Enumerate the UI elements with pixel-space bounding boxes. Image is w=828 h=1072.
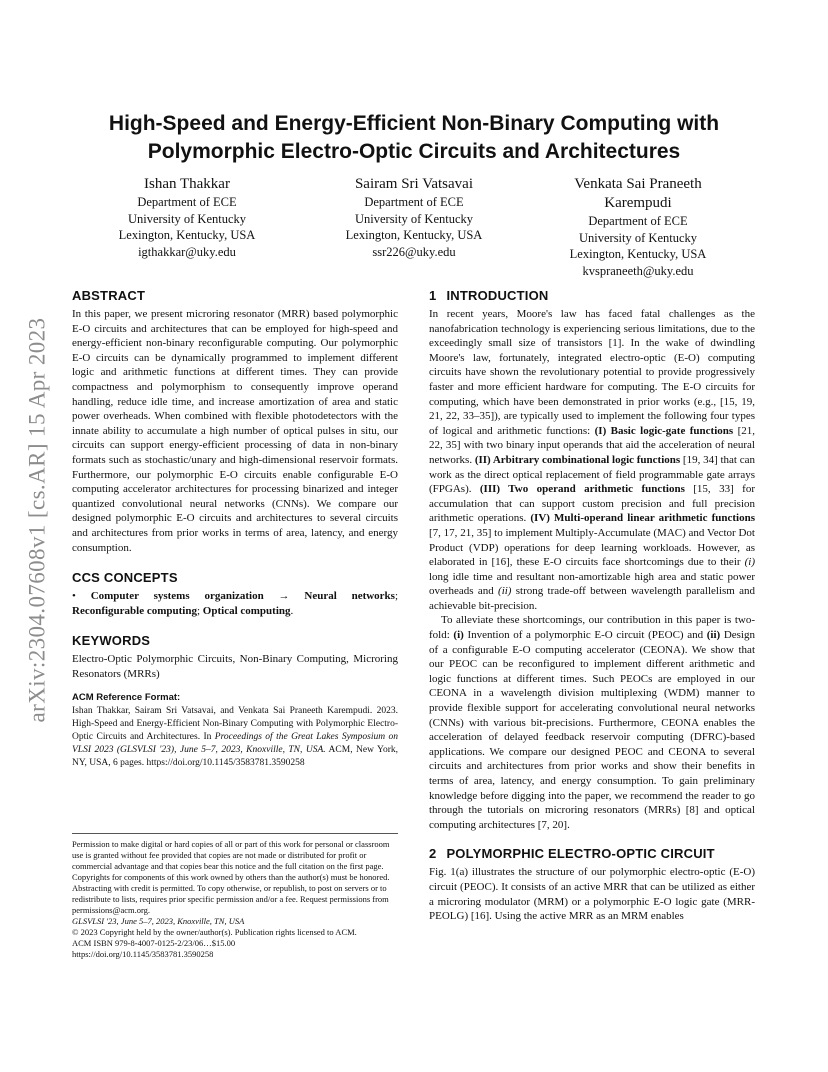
author-1	[72, 175, 302, 260]
section-2-text: Fig. 1(a) illustrates the structure of our polymorphic electro-optic (E-O) circuit (PEOC). It consists of an active MRR that can be utilized as either a microring modulator (MRM) or a polymorphic E-O logic gate (MRR-PEOLG) [16]. Using the active MRR as an MRM enables	[429, 866, 755, 923]
author-city: Lexington, Kentucky, USA	[569, 247, 707, 261]
author-city: Lexington, Kentucky, USA	[118, 228, 256, 242]
author-2	[299, 175, 529, 260]
intro-heading: 1 INTRODUCTION	[429, 288, 549, 303]
intro-paragraph-2: To alleviate these shortcomings, our contribution in this paper is two-fold: (i) Invention of a polymorphic E-O circuit (PEOC) and (ii) Design of a configurable E-O computing accelerator (CEONA). We show that our PEOC can be reconfigured to implement different arithmetic and logic functions at different times. Such PEOCs are employed in our CEONA in a wavelength division multiplexing (WDM) manner to provide flexible support for accelerating convolutional neural networks (CNNs) with various bit-precisions. Furthermore, CEONA enables the acceleration of delayed feedback reservoir computing (DFRC)-based applications. We compare our designed PEOC and CEONA to several circuits and architectures from prior works and show their benefits in terms of area, latency, and energy consumption. To gain preliminary knowledge before digging into the paper, we recommend the reader to go through the tutorials on microring resonators (MRRs) [8] and optical computing architectures [7, 20].	[429, 614, 755, 831]
right-column	[429, 287, 755, 924]
section-2-heading: 2 POLYMORPHIC ELECTRO-OPTIC CIRCUIT	[429, 846, 715, 862]
author-block	[72, 175, 756, 285]
conference-line: GLSVLSI '23, June 5–7, 2023, Knoxville, TN, USA	[72, 916, 245, 926]
abstract-heading: ABSTRACT	[72, 288, 146, 303]
acm-ref-text: Ishan Thakkar, Sairam Sri Vatsavai, and Venkata Sai Praneeth Karempudi. 2023. High-Speed and Energy-Efficient Non-Binary Computing with Polymorphic Electro-Optic Circuits and Architectures. In Proceedings of the Great Lakes Symposium on VLSI 2023 (GLSVLSI '23), June 5–7, 2023, Knoxville, TN, USA. ACM, New York, NY, USA, 6 pages. https://doi.org/10.1145/3583781.3590258	[72, 706, 399, 769]
author-email: igthakkar@uky.edu	[138, 244, 236, 259]
title-line-2: Polymorphic Electro-Optic Circuits and Architectures	[147, 140, 681, 163]
paper-title	[60, 110, 768, 166]
author-3	[523, 175, 753, 279]
author-univ: University of Kentucky	[578, 230, 698, 245]
left-column	[72, 287, 398, 770]
ccs-item: Reconfigurable computing	[72, 604, 197, 617]
arxiv-identifier: arXiv:2304.07608v1 [cs.AR] 15 Apr 2023	[24, 317, 50, 723]
ccs-item: Computer systems organization	[90, 590, 264, 603]
author-email: ssr226@uky.edu	[372, 244, 456, 259]
isbn-line: ACM ISBN 979-8-4007-0125-2/23/06…$15.00	[72, 938, 236, 948]
ccs-text: • Computer systems organization → Neural networks; Reconfigurable computing; Optical computing.	[72, 590, 399, 617]
doi-line: https://doi.org/10.1145/3583781.3590258	[72, 949, 214, 959]
title-line-1: High-Speed and Energy-Efficient Non-Binary Computing with	[108, 112, 720, 135]
ccs-item: Optical computing	[202, 604, 291, 617]
intro-paragraph-1: In recent years, Moore's law has faced fatal challenges as the nanofabrication technology is experiencing serious limitations, due to the exceedingly small size of transistors [1]. In the wake of dwindling Moore's law, fortunately, integrated electro-optic (E-O) computing circuits have shown the revolutionary potential to provide progressively faster and more efficient hardware for computing. The E-O circuits for computing, which have been demonstrated in prior works (e.g., [15, 19, 21, 22, 33–35]), are typically used to implement the following four types of logical and arithmetic functions: (I) Basic logic-gate functions [21, 22, 35] with two binary input operands that aid the acceleration of neural networks. (II) Arbitrary combinational logic functions [19, 34] that can work as the direct optical replacement of field programmable gate arrays (FPGAs). (III) Two operand arithmetic functions [15, 33] for accumulation that can support custom precision and full precision arithmetic operations. (IV) Multi-operand linear arithmetic functions [7, 17, 21, 35] to implement Multiply-Accumulate (MAC) and Vector Dot Product (VDP) operations for deep learning workloads. However, as elaborated in [16], these E-O circuits face shortcomings due to their (i) long idle time and resultant non-amortizable high area and static power overheads and (ii) strong trade-off between wavelength parallelism and achievable bit-precision.	[429, 308, 756, 612]
keywords-text: Electro-Optic Polymorphic Circuits, Non-Binary Computing, Microring Resonators (MRRs)	[72, 653, 398, 680]
author-univ: University of Kentucky	[354, 211, 474, 226]
author-univ: University of Kentucky	[127, 211, 247, 226]
permission-footnote	[72, 833, 398, 960]
author-dept: Department of ECE	[137, 195, 237, 209]
copyright-line: © 2023 Copyright held by the owner/author(s). Publication rights licensed to ACM.	[72, 927, 357, 937]
author-email: kvspraneeth@uky.edu	[582, 263, 694, 278]
permission-text: Permission to make digital or hard copies of all or part of this work for personal or classroom use is granted without fee provided that copies are not made or distributed for profit or commercial advantage and that copies bear this notice and the full citation on the first page. Copyrights for components of this work owned by others than the author(s) must be honored. Abstracting with credit is permitted. To copy otherwise, or republish, to post on servers or to redistribute to lists, requires prior specific permission and/or a fee. Request permissions from permissions@acm.org.	[72, 839, 390, 915]
author-name-line-2: Karempudi	[604, 195, 672, 211]
acm-ref-heading: ACM Reference Format:	[72, 692, 181, 704]
ccs-heading: CCS CONCEPTS	[72, 570, 178, 586]
author-city: Lexington, Kentucky, USA	[345, 228, 483, 242]
author-dept: Department of ECE	[588, 214, 688, 228]
abstract-text: In this paper, we present microring resonator (MRR) based polymorphic E-O circuits and architectures that can be employed for high-speed and energy-efficient non-binary reconfigurable computing. Our polymorphic E-O circuits can be dynamically programmed to implement different logic and arithmetic functions at different times. They can provide compactness and polymorphism to consequently improve operand handling, reduce idle time, and increase amortization of area and static power overheads. When combined with flexible photodetectors with the innate ability to accumulate a high number of optical pulses in situ, our circuits can support energy-efficient processing of data in non-binary formats such as stochastic/unary and high-dimensional reservoir formats. Furthermore, our polymorphic E-O circuits enable configurable E-O computing accelerator architectures for processing binarized and integer quantized convolutional neural networks (CNNs). We compare our designed polymorphic E-O circuits and architectures to several circuits and architectures from prior works in terms of area, latency, and energy consumption.	[72, 308, 398, 554]
author-name-line-1: Venkata Sai Praneeth	[574, 176, 702, 192]
keywords-heading: KEYWORDS	[72, 633, 151, 649]
ccs-item: Neural networks	[304, 590, 395, 603]
author-name: Sairam Sri Vatsavai	[354, 176, 474, 192]
author-name: Ishan Thakkar	[144, 176, 230, 192]
author-dept: Department of ECE	[364, 195, 464, 209]
